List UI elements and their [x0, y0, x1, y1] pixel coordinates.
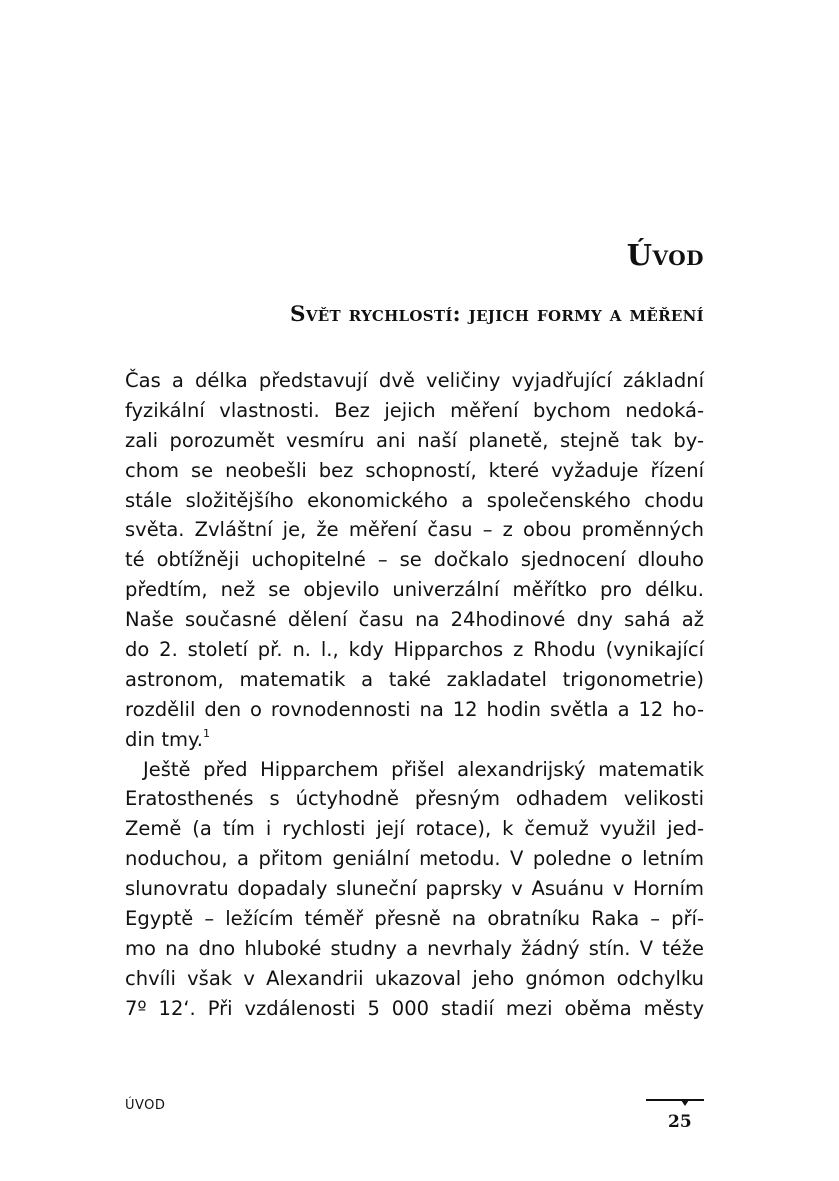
- text-line: té obtížněji uchopitelné – se dočkalo sjednocení dlouho: [125, 548, 704, 572]
- text-line: mo na dno hluboké studny a nevrhaly žádný stín. V téže: [125, 936, 704, 960]
- text-line: 7º 12‘. Při vzdálenosti 5 000 stadií mezi oběma městy: [125, 996, 704, 1020]
- text-line: do 2. století př. n. l., kdy Hipparchos z Rhodu (vynikající: [125, 638, 704, 662]
- text-line: slunovratu dopadaly sluneční paprsky v Asuánu v Horním: [125, 877, 704, 901]
- chapter-heading: Úvod: [626, 238, 704, 272]
- text-line: zali porozumět vesmíru ani naší planetě, stejně tak by-: [125, 428, 704, 452]
- text-line: rozdělil den o rovnodennosti na 12 hodin světla a 12 ho-: [125, 697, 704, 721]
- text-line: noduchou, a přitom geniální metodu. V poledne o letním: [125, 847, 704, 871]
- footnote-reference[interactable]: 1: [202, 726, 210, 740]
- text-line: astronom, matematik a také zakladatel trigonometrie): [125, 667, 704, 691]
- paragraph-2: [125, 755, 704, 1024]
- text-line: stále složitějšího ekonomického a společenského chodu: [125, 488, 704, 512]
- text-line: předtím, než se objevilo univerzální měřítko pro délku.: [125, 578, 704, 602]
- page-number: 25: [668, 1112, 692, 1132]
- text-line-content: din tmy.: [125, 727, 203, 751]
- text-line: fyzikální vlastnosti. Bez jejich měření bychom nedoká-: [125, 398, 704, 422]
- text-line: Egyptě – ležícím téměř přesně na obratníku Raka – pří-: [125, 907, 704, 931]
- text-line: Čas a délka představují dvě veličiny vyjadřující základní: [125, 369, 704, 392]
- running-footer-title: ÚVOD: [125, 1098, 166, 1113]
- text-line: chom se neobešli bez schopností, které vyžaduje řízení: [125, 458, 704, 482]
- paragraph-1: [125, 366, 704, 755]
- text-line: Naše současné dělení času na 24hodinové dny sahá až: [125, 608, 704, 632]
- text-line: Země (a tím i rychlosti její rotace), k čemuž využil jed-: [125, 817, 704, 841]
- text-line: chvíli však v Alexandrii ukazoval jeho gnómon odchylku: [125, 966, 704, 990]
- folio-rule: [646, 1099, 704, 1101]
- text-line: Ještě před Hipparchem přišel alexandrijský matematik: [143, 757, 704, 781]
- chapter-subtitle: Svět rychlostí: jejich formy a měření: [290, 302, 704, 327]
- text-line: Eratosthenés s úctyhodně přesným odhadem velikosti: [125, 787, 704, 811]
- text-line: [125, 725, 704, 755]
- body-text: [125, 366, 704, 1024]
- folio-marker-icon: [681, 1100, 689, 1106]
- text-line: světa. Zvláštní je, že měření času – z obou proměnných: [125, 518, 704, 542]
